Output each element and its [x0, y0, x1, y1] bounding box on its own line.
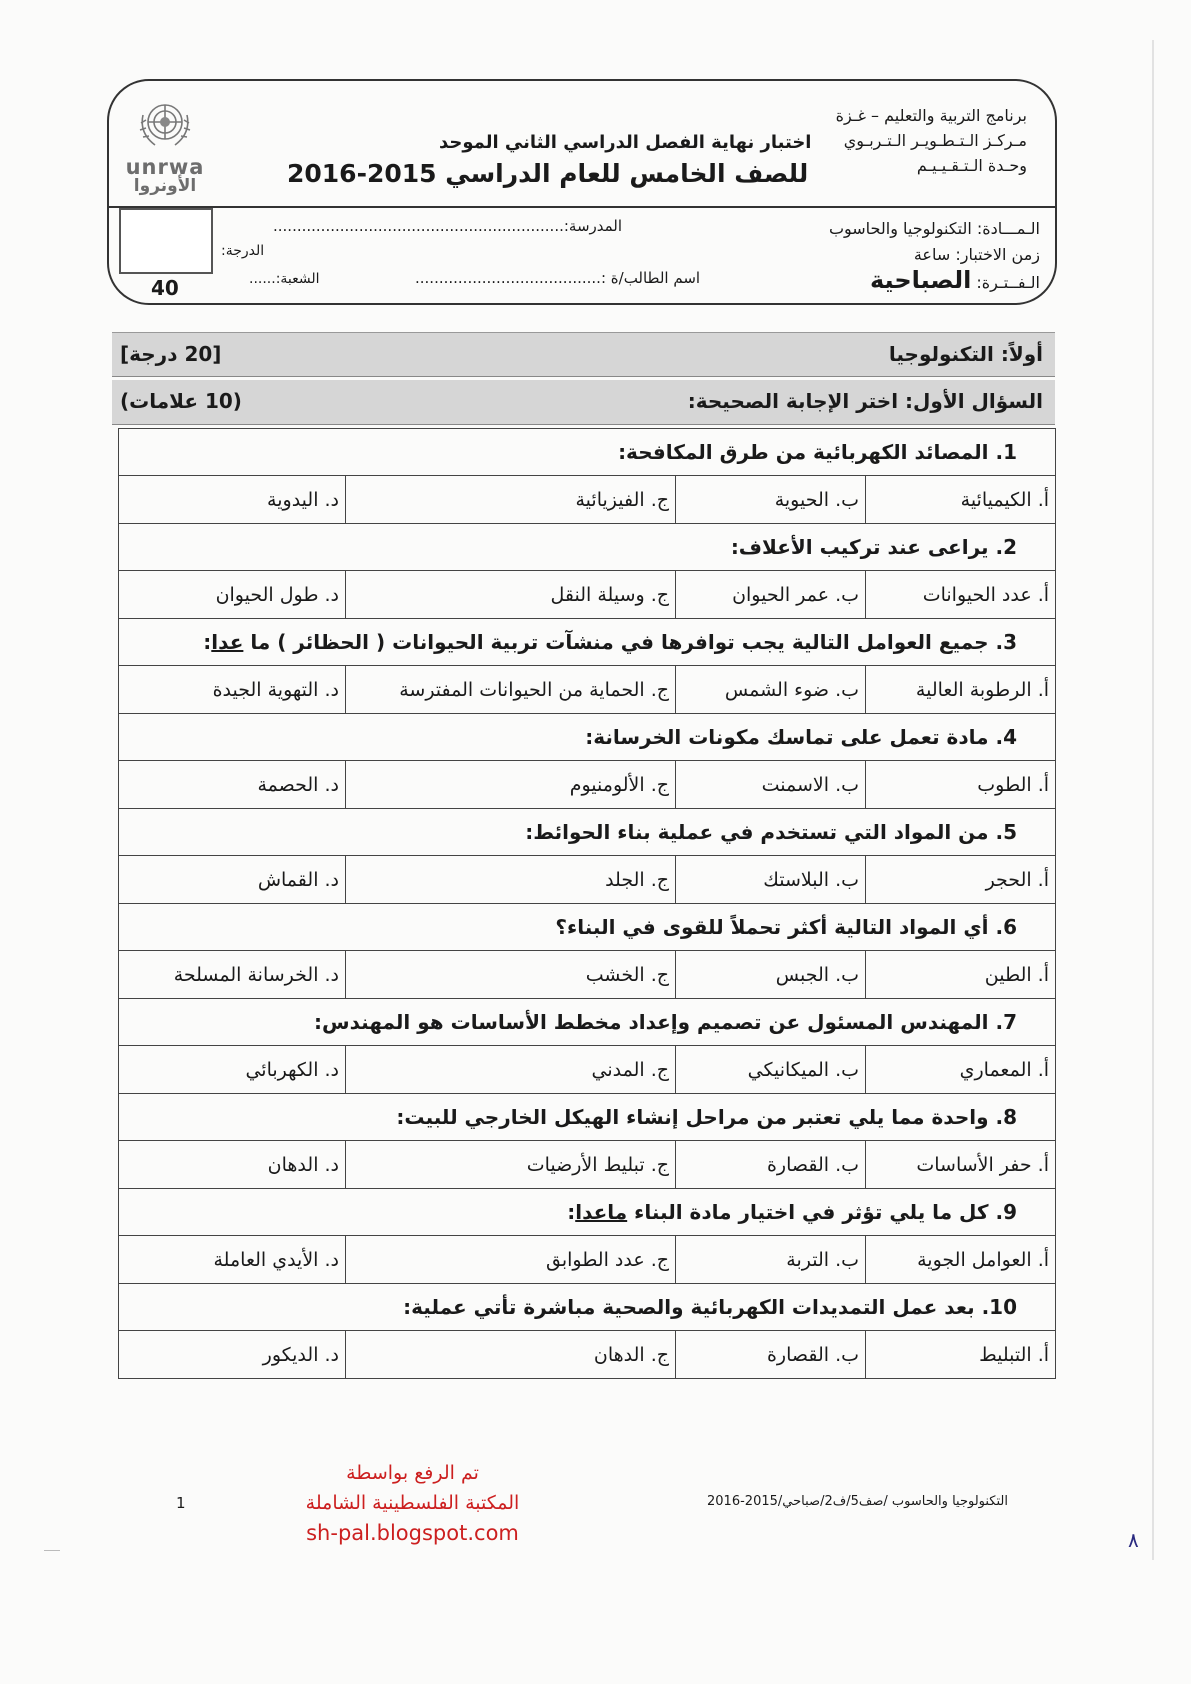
question-text — [119, 809, 1056, 856]
question-row — [119, 1284, 1056, 1331]
question-text — [119, 1094, 1056, 1141]
question-text — [119, 1284, 1056, 1331]
option-c[interactable]: ج. وسيلة النقل — [346, 571, 676, 619]
option-b[interactable]: ب. التربة — [676, 1236, 866, 1284]
question-stem: 3. جميع العوامل التالية يجب توافرها في منشآت تربية الحيوانات ( الحظائر ) ما — [250, 630, 1018, 654]
option-c[interactable]: ج. الخشب — [346, 951, 676, 999]
option-b[interactable]: ب. الحيوية — [676, 476, 866, 524]
option-b[interactable]: ب. عمر الحيوان — [676, 571, 866, 619]
question-text — [119, 429, 1056, 476]
question-end: : — [567, 1200, 576, 1224]
school-field[interactable]: المدرسة:............................................................. — [273, 217, 623, 235]
question-text — [119, 619, 1056, 666]
question-row — [119, 714, 1056, 761]
organization-block — [836, 103, 1027, 178]
question-text — [119, 904, 1056, 951]
section-field[interactable]: الشعبة:...... — [249, 271, 320, 287]
period-label: الـفــتـرة: — [976, 273, 1040, 292]
options-row — [119, 571, 1056, 619]
upload-line-2: المكتبة الفلسطينية الشاملة — [305, 1492, 520, 1514]
un-emblem-icon — [133, 95, 197, 157]
grade-box[interactable] — [119, 208, 213, 274]
option-d[interactable]: د. الكهربائي — [119, 1046, 346, 1094]
option-a[interactable]: أ. العوامل الجوية — [866, 1236, 1056, 1284]
question-bar — [112, 380, 1055, 425]
options-row — [119, 1046, 1056, 1094]
exam-time: زمن الاختبار: ساعة — [913, 245, 1040, 264]
question-underlined-word: عدا — [211, 630, 244, 654]
upload-credit — [290, 1458, 535, 1548]
option-d[interactable]: د. الدهان — [119, 1141, 346, 1189]
options-row — [119, 476, 1056, 524]
option-b[interactable]: ب. البلاستك — [676, 856, 866, 904]
questions-table — [118, 428, 1056, 1379]
grade-total: 40 — [151, 276, 179, 300]
option-a[interactable]: أ. حفر الأساسات — [866, 1141, 1056, 1189]
option-c[interactable]: ج. عدد الطوابق — [346, 1236, 676, 1284]
option-c[interactable]: ج. الجلد — [346, 856, 676, 904]
option-d[interactable]: د. اليدوية — [119, 476, 346, 524]
page-number: 1 — [176, 1494, 186, 1512]
option-d[interactable]: د. طول الحيوان — [119, 571, 346, 619]
option-d[interactable]: د. التهوية الجيدة — [119, 666, 346, 714]
option-b[interactable]: ب. القصارة — [676, 1331, 866, 1379]
options-row — [119, 1141, 1056, 1189]
logo-text-en: unrwa — [125, 155, 205, 179]
option-a[interactable]: أ. التبليط — [866, 1331, 1056, 1379]
question-row — [119, 809, 1056, 856]
question-stem: 8. واحدة مما يلي تعتبر من مراحل إنشاء الهيكل الخارجي للبيت: — [396, 1105, 1018, 1129]
section-bar — [112, 332, 1055, 377]
option-a[interactable]: أ. الطين — [866, 951, 1056, 999]
question-row — [119, 999, 1056, 1046]
question-stem: 6. أي المواد التالية أكثر تحملاً للقوى في البناء؟ — [555, 915, 1018, 939]
option-c[interactable]: ج. الألومنيوم — [346, 761, 676, 809]
scan-edge — [1152, 40, 1154, 1560]
options-row — [119, 1331, 1056, 1379]
options-row — [119, 1236, 1056, 1284]
question-stem: 2. يراعى عند تركيب الأعلاف: — [730, 535, 1018, 559]
option-c[interactable]: ج. الفيزيائية — [346, 476, 676, 524]
options-row — [119, 856, 1056, 904]
option-c[interactable]: ج. الحماية من الحيوانات المفترسة — [346, 666, 676, 714]
question-stem: 5. من المواد التي تستخدم في عملية بناء الحوائط: — [525, 820, 1018, 844]
option-a[interactable]: أ. المعماري — [866, 1046, 1056, 1094]
question-title: السؤال الأول: اختر الإجابة الصحيحة: — [687, 389, 1043, 413]
logo-text-ar: الأونروا — [133, 176, 197, 196]
question-row — [119, 619, 1056, 666]
subject-field: الـمـــادة: التكنولوجيا والحاسوب — [828, 219, 1040, 238]
question-row — [119, 1094, 1056, 1141]
period-value: الصباحية — [869, 266, 972, 294]
question-row — [119, 524, 1056, 571]
option-b[interactable]: ب. القصارة — [676, 1141, 866, 1189]
option-d[interactable]: د. الخرسانة المسلحة — [119, 951, 346, 999]
option-b[interactable]: ب. الميكانيكي — [676, 1046, 866, 1094]
grade-label: الدرجة: — [221, 243, 265, 259]
question-stem: 4. مادة تعمل على تماسك مكونات الخرسانة: — [585, 725, 1018, 749]
question-text — [119, 524, 1056, 571]
option-b[interactable]: ب. الجبس — [676, 951, 866, 999]
student-name-field[interactable]: اسم الطالب/ة :....................................... — [415, 269, 701, 287]
option-a[interactable]: أ. الرطوبة العالية — [866, 666, 1056, 714]
exam-title: اختبار نهاية الفصل الدراسي الثاني الموحد — [439, 132, 812, 153]
option-c[interactable]: ج. الدهان — [346, 1331, 676, 1379]
option-d[interactable]: د. الحصمة — [119, 761, 346, 809]
period-field — [870, 266, 1040, 294]
exam-subtitle: للصف الخامس للعام الدراسي 2015-2016 — [287, 159, 809, 188]
question-text — [119, 714, 1056, 761]
footer-info: التكنولوجيا والحاسوب /صف5/ف2/صباحي/2015-2016 — [707, 1494, 1008, 1509]
question-stem: 7. المهندس المسئول عن تصميم وإعداد مخطط الأساسات هو المهندس: — [314, 1010, 1018, 1034]
option-c[interactable]: ج. المدني — [346, 1046, 676, 1094]
question-stem: 1. المصائد الكهربائية من طرق المكافحة: — [618, 440, 1018, 464]
section-title: أولاً: التكنولوجيا — [888, 342, 1043, 366]
header-divider — [109, 206, 1055, 208]
option-a[interactable]: أ. الحجر — [866, 856, 1056, 904]
upload-line-1: تم الرفع بواسطة — [346, 1462, 479, 1484]
question-end: : — [203, 630, 212, 654]
option-d[interactable]: د. الديكور — [119, 1331, 346, 1379]
unrwa-logo — [125, 95, 205, 195]
question-row — [119, 429, 1056, 476]
section-score: [20 درجة] — [120, 342, 222, 366]
options-row — [119, 666, 1056, 714]
org-line-1: برنامج التربية والتعليم – غـزة — [835, 106, 1027, 125]
question-text — [119, 999, 1056, 1046]
option-b[interactable]: ب. الاسمنت — [676, 761, 866, 809]
options-row — [119, 951, 1056, 999]
question-score: (10 علامات) — [120, 389, 242, 413]
option-d[interactable]: د. الأيدي العاملة — [119, 1236, 346, 1284]
option-c[interactable]: ج. تبليط الأرضيات — [346, 1141, 676, 1189]
option-b[interactable]: ب. ضوء الشمس — [676, 666, 866, 714]
option-a[interactable]: أ. الطوب — [866, 761, 1056, 809]
org-line-3: وحـدة الـتـقـيـيـم — [916, 156, 1027, 175]
option-d[interactable]: د. القماش — [119, 856, 346, 904]
question-row — [119, 1189, 1056, 1236]
option-a[interactable]: أ. الكيميائية — [866, 476, 1056, 524]
question-stem: 10. بعد عمل التمديدات الكهربائية والصحية مباشرة تأتي عملية: — [403, 1295, 1018, 1319]
margin-mark: ٨ — [1128, 1528, 1139, 1552]
question-stem: 9. كل ما يلي تؤثر في اختيار مادة البناء — [634, 1200, 1018, 1224]
question-row — [119, 904, 1056, 951]
options-row — [119, 761, 1056, 809]
question-underlined-word: ماعدا — [575, 1200, 628, 1224]
exam-header — [107, 79, 1057, 305]
question-text — [119, 1189, 1056, 1236]
option-a[interactable]: أ. عدد الحيوانات — [866, 571, 1056, 619]
org-line-2: مـركـز الـتـطـويـر الـتـربـوي — [843, 131, 1027, 150]
scan-dash — [44, 1550, 60, 1551]
upload-url-link[interactable]: sh-pal.blogspot.com — [306, 1521, 519, 1545]
